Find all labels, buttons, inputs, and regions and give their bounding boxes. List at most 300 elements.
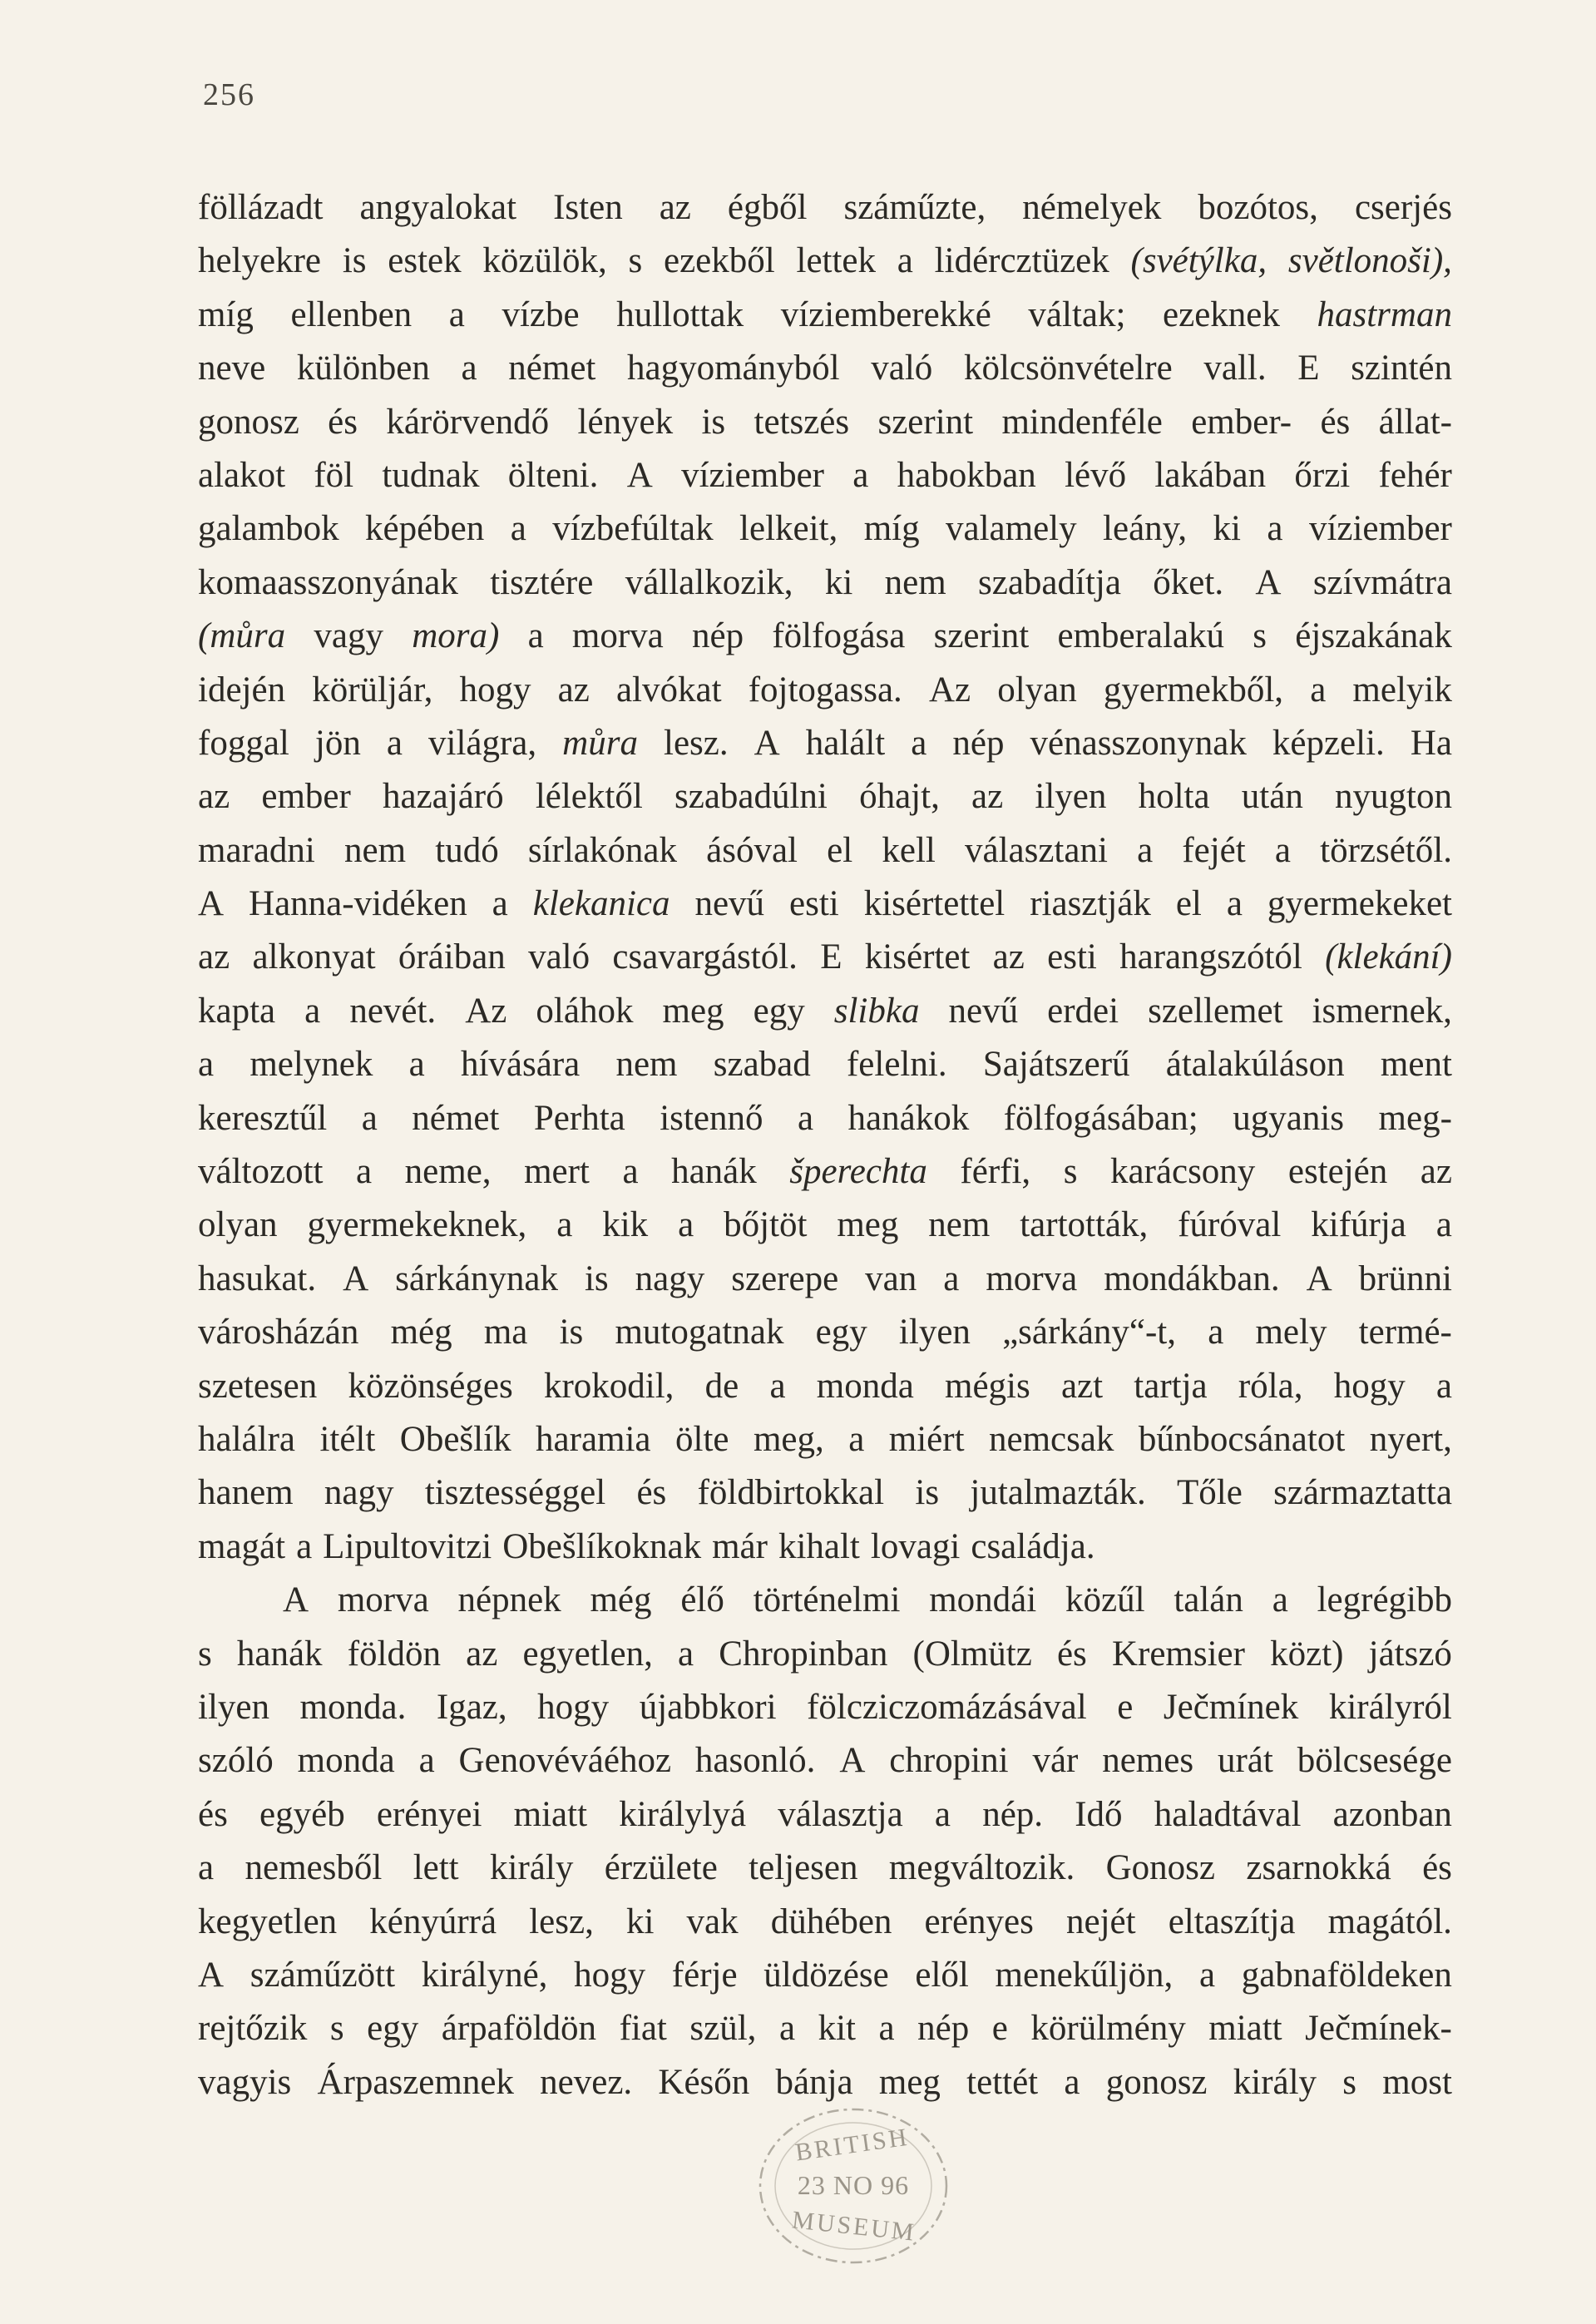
word: király [1233,2062,1317,2102]
word: Az [465,991,507,1031]
word: vénasszonynak [1030,723,1247,763]
word: nevű [948,991,1019,1031]
word: tettét [966,2062,1039,2102]
word: harangszótól [1119,937,1302,977]
word: A [626,455,653,495]
word: képzeli. [1272,723,1385,763]
italic-term: (můra [198,616,286,656]
italic-term: šperechta [789,1152,927,1192]
word: monda [816,1366,914,1406]
word: ellenben [290,294,413,334]
word: tudó [435,830,499,870]
word: nem [884,562,946,602]
word: az [992,937,1025,977]
word: nép [692,616,744,656]
word: tartja [1134,1366,1208,1406]
word: a [1272,1580,1288,1620]
word: lidércztüzek [934,241,1109,281]
word: képében [365,509,485,549]
word: tetszés [754,402,850,442]
word: az [198,937,230,977]
word: kihalt [778,1526,860,1566]
word: neme, [404,1152,492,1192]
word: miért [888,1419,965,1459]
word: jutalmazták. [970,1473,1146,1513]
text-line [198,181,1452,235]
word: ölteni. [507,455,599,495]
word: közűl [1065,1580,1145,1620]
word: nemcsak [989,1419,1114,1459]
text-line [198,878,1452,931]
word: helyekre [198,241,322,281]
word: száműzött [250,1955,396,1995]
word: vagyis [198,2062,292,2102]
word: változott [198,1152,324,1192]
word: lakában [1154,455,1267,495]
word: nem [615,1045,678,1085]
word: a [198,1848,215,1888]
word: hanák [236,1634,323,1674]
word: ki [1213,509,1241,549]
word: királyról [1328,1687,1452,1727]
word: olyan [198,1205,278,1245]
word: mutogatnak [615,1313,784,1352]
word: dühében [770,1901,892,1941]
word: férfi, [960,1152,1031,1192]
text-line [198,931,1452,984]
word: ember- [1191,402,1292,442]
word: megváltozik. [888,1848,1075,1888]
word: s [329,2009,344,2049]
word: miatt [513,1794,588,1834]
word: lélektől [535,777,643,817]
word: ugyanis [1233,1098,1345,1138]
word: ismernek, [1312,991,1452,1031]
word: van [865,1258,917,1298]
word: kisértettel [863,884,1006,924]
word: hívására [460,1045,581,1085]
word: és [1422,1848,1452,1888]
word: is [559,1313,584,1352]
word: fiat [619,2009,667,2049]
word: az [659,188,691,227]
word: szetesen [198,1366,318,1406]
word: szabadítja [978,562,1121,602]
word: nem [344,830,407,870]
word: morva [571,616,664,656]
word: Tőle [1177,1473,1243,1513]
word: a [678,1205,694,1245]
word: nép. [982,1794,1044,1834]
word: Isten [553,188,623,227]
word: emberalakú [1057,616,1225,656]
word: nevét. [349,991,437,1031]
word: lelkeit, [739,509,838,549]
word: fejét [1182,830,1246,870]
word: a [408,1045,425,1085]
word: tartották, [1020,1205,1149,1245]
text-line [198,235,1452,288]
word: való [528,937,590,977]
word: ölte [675,1419,729,1459]
word: kifúrja [1311,1205,1406,1245]
word: melyik [1352,670,1452,710]
word: a [934,1794,951,1834]
word: hazajáró [383,777,504,817]
word: nemes [1102,1741,1194,1781]
word: idején [198,670,286,710]
word: riasztják [1030,884,1151,924]
word: óráiban [398,937,506,977]
word: szintén [1351,349,1452,388]
word: kik [602,1205,649,1245]
word: kisértet [864,937,971,977]
word: gonosz [1105,2062,1208,2102]
word: átalakúláson [1165,1045,1345,1085]
word: szerepe [731,1258,839,1298]
word: a [556,1205,573,1245]
word: Későn [658,2062,750,2102]
body-text [198,181,1452,2109]
word: meg [662,991,724,1031]
word: lesz. [664,723,729,763]
word: s [198,1634,212,1674]
word: a [1064,2062,1080,2102]
word: a [897,241,913,281]
word: zsarnokká [1246,1848,1391,1888]
word: vízbefúltak [552,509,714,549]
word: a [878,2009,895,2049]
word: fehér [1378,455,1452,495]
word: A [198,884,225,924]
word: vagy [314,616,383,656]
word: az [557,670,590,710]
word: a [356,1152,373,1192]
word: száműzte, [843,188,986,227]
word: még [590,1580,652,1620]
word: s [1253,616,1267,656]
word: és [1320,402,1351,442]
word: alakot [198,455,286,495]
word: hullottak [616,294,744,334]
word: vízbe [502,294,580,334]
word: nejét [1065,1901,1136,1941]
text-line [198,717,1452,770]
word: bánja [775,2062,853,2102]
stamp-seal-icon [747,2103,963,2269]
word: is [584,1258,609,1298]
word: égből [727,188,808,227]
word: magától. [1327,1901,1452,1941]
word: a [448,294,465,334]
word: lények [577,402,674,442]
word: Perhta [533,1098,625,1138]
word: Idő [1075,1794,1123,1834]
word: ma [483,1313,528,1352]
word: holta [1138,777,1210,817]
word: fúróval [1178,1205,1282,1245]
word: e [991,2009,1008,2049]
word: A [839,1741,866,1781]
word: után [1241,777,1303,817]
word: azt [1060,1366,1104,1406]
text-line [198,556,1452,610]
word: legrégibb [1317,1580,1452,1620]
text-line [198,824,1452,878]
word: gyermekből, [1103,670,1284,710]
text-line [198,289,1452,342]
word: kit [818,2009,856,2049]
word: a [848,1419,865,1459]
word: vállalkozik, [625,562,793,602]
text-line [198,1092,1452,1145]
text-line [198,770,1452,823]
word: Obešlík [399,1419,511,1459]
word: morva [337,1580,429,1620]
word: földön [347,1634,441,1674]
page-number: 256 [203,77,255,112]
word: kapta [198,991,276,1031]
word: választani [965,830,1108,870]
word: nem [928,1205,991,1245]
word: szerint [877,402,974,442]
word: származtatta [1273,1473,1452,1513]
word: és [198,1794,228,1834]
word: szabadúlni [674,777,828,817]
word: halált [805,723,886,763]
italic-term: hastrman [1317,294,1452,334]
word: most [1382,2062,1452,2102]
word: bőjtöt [724,1205,808,1245]
text-line [198,1038,1452,1091]
word: a [492,884,508,924]
word: el [827,830,853,870]
word: körülmény [1030,2009,1186,2049]
word: E [1297,349,1320,388]
word: foggal [198,723,289,763]
word: lesz, [529,1901,594,1941]
text-line [198,1681,1452,1734]
word: a [769,1366,786,1406]
word: ásóval [706,830,798,870]
word: de [704,1366,739,1406]
word: és [1056,1634,1087,1674]
word: a [361,1098,378,1138]
word: vár [1032,1741,1079,1781]
word: Kremsier [1111,1634,1245,1674]
word: a [852,455,869,495]
word: meg- [1378,1098,1452,1138]
word: fölfogása [772,616,906,656]
word: a [678,1634,694,1674]
word: olyan [997,670,1077,710]
word: hogy [537,1687,610,1727]
word: Ječmínek- [1305,2009,1452,2049]
word: hasonló. [694,1741,816,1781]
text-line [198,610,1452,663]
word: a [198,1045,215,1085]
word: a [304,991,321,1031]
word: alkonyat [252,937,376,977]
text-line [198,502,1452,556]
word: maradni [198,830,315,870]
text-line [198,1628,1452,1681]
word: a [1267,509,1283,549]
word: ilyen [198,1687,269,1727]
stamp-date: 23 NO 96 [797,2170,910,2200]
word: estején [1287,1152,1388,1192]
word: Genovéváéhoz [458,1741,672,1781]
word: a [527,616,544,656]
word: szabad [713,1045,811,1085]
word: kegyetlen [198,1901,338,1941]
word: történelmi [753,1580,901,1620]
word: A [1255,562,1282,602]
word: esti [789,884,839,924]
word: szül, [689,2009,757,2049]
word: monda. [299,1687,407,1727]
word: Gonosz [1105,1848,1215,1888]
word: A [198,1955,225,1995]
word: brünni [1358,1258,1452,1298]
word: királylyá [619,1794,747,1834]
text-line [198,1788,1452,1842]
word: alvókat [615,670,722,710]
word: Ječmínek [1163,1687,1299,1727]
word: a [1208,1313,1224,1352]
word: törzsétől. [1320,830,1452,870]
word: nemesből [245,1848,383,1888]
word: elől [915,1955,969,1995]
word: árpaföldön [441,2009,597,2049]
word: a [296,1526,313,1566]
word: a [622,1152,639,1192]
word: kényúrrá [369,1901,497,1941]
word: a [1310,670,1327,710]
word: föllázadt [198,188,324,227]
word: a [386,723,403,763]
word: ember [261,777,351,817]
word: morva [986,1258,1078,1298]
word: mégis [945,1366,1030,1406]
word: hasukat. [198,1258,317,1298]
word: a [1137,830,1154,870]
word: erényes [924,1901,1034,1941]
word: leány, [1103,509,1188,549]
word: már [712,1526,768,1566]
word: szellemet [1148,991,1283,1031]
word: játszó [1368,1634,1452,1674]
word: való [871,349,933,388]
word: városházán [198,1313,359,1352]
word: fölfogásában; [1003,1098,1198,1138]
word: föl [314,455,354,495]
word: urát [1217,1741,1273,1781]
text-line [198,2056,1452,2109]
text-line [198,1199,1452,1252]
word: teljesen [749,1848,858,1888]
word: a [418,1741,435,1781]
word: a [911,723,927,763]
text-line [198,1253,1452,1306]
word: nép [917,2009,970,2049]
word: sárkánynak [395,1258,558,1298]
word: hanák [671,1152,757,1192]
word: ki [625,1901,655,1941]
word: a [778,2009,796,2049]
text-line [198,1520,1452,1574]
word: egy [367,2009,419,2049]
word: az [1420,1152,1452,1192]
word: nép [952,723,1005,763]
word: hanem [198,1473,294,1513]
word: víziember [1308,509,1452,549]
word: kárörvendő [386,402,550,442]
word: vak [686,1901,739,1941]
word: A [283,1580,309,1620]
word: őket. [1153,562,1224,602]
word: családja. [971,1526,1095,1566]
text-line [198,1306,1452,1359]
text-line [198,1842,1452,1895]
word: bozótos, [1198,188,1318,227]
word: választja [778,1794,903,1834]
text-line [198,1949,1452,2002]
italic-term: světlonoši), [1287,241,1452,281]
word: különben [296,349,430,388]
word: eltaszítja [1168,1901,1296,1941]
text-line [198,985,1452,1038]
word: ezeknek [1163,294,1280,334]
text-line [198,1734,1452,1788]
word: körüljár, [312,670,433,710]
word: bűnbocsánatot [1138,1419,1346,1459]
word: szerint [933,616,1030,656]
word: a [1199,1955,1216,1995]
word: Igaz, [436,1687,507,1727]
word: halálra [198,1419,295,1459]
word: a [1435,1366,1452,1406]
word: fölcziczomázásával [807,1687,1087,1727]
word: Lipultovitzi [323,1526,492,1566]
word: meg, [753,1419,824,1459]
word: lovagi [870,1526,961,1566]
word: mondái [929,1580,1037,1620]
word: világra, [428,723,537,763]
text-line [198,396,1452,449]
word: magát [198,1526,286,1566]
word: víziember [681,455,824,495]
word: a [1435,1205,1452,1245]
stamp-line-bottom: MUSEUM [790,2206,918,2247]
word: Hanna-vidéken [249,884,467,924]
word: nagy [324,1473,394,1513]
word: A [343,1258,369,1298]
word: „sárkány“-t, [1002,1313,1177,1352]
word: gyermekeknek, [307,1205,527,1245]
word: vall. [1203,349,1267,388]
word: karácsony [1110,1152,1256,1192]
word: lett [413,1848,459,1888]
word: is [342,241,367,281]
word: ki [824,562,853,602]
word: angyalokat [359,188,517,227]
word: érzülete [604,1848,718,1888]
word: erényei [376,1794,482,1834]
word: sírlakónak [527,830,677,870]
word: míg [863,509,920,549]
word: földbirtokkal [697,1473,885,1513]
